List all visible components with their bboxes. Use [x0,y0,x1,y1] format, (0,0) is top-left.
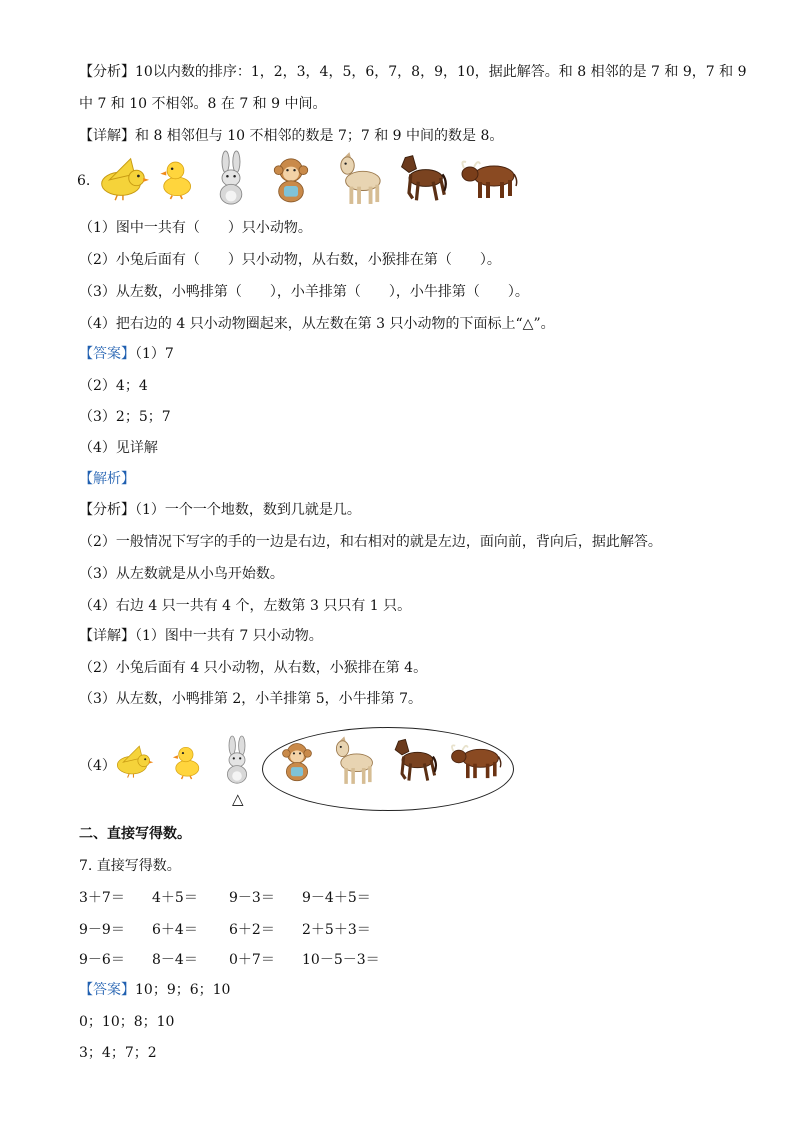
answer-text: 10；9；6；10 [135,982,231,998]
q7-answer-line-1 [79,981,230,999]
detail-tag: 【详解】 [79,628,135,644]
rabbit-icon [213,150,249,206]
expr: 6＋2＝ [229,922,275,938]
monkey-icon [269,154,313,204]
part4-label: （4） [79,758,116,774]
expr: 9－9＝ [79,922,125,938]
analysis-tag: 【分析】 [79,502,135,518]
analysis-line-2b: （2）一般情况下写字的手的一边是右边，和右相对的就是左边，面向前，背向后，据此解答。 [79,534,662,550]
answer-line-3: （3）2；5；7 [79,409,171,425]
analysis-line-1b [79,501,361,519]
question-number: 6. [77,173,91,189]
monkey-icon [278,738,316,784]
answer-line-4: （4）见详解 [79,440,158,456]
expr: 10－5－3＝ [302,952,380,968]
analysis-text: （1）一个一个地数，数到几就是几。 [135,502,361,518]
bird-icon [92,152,150,202]
detail-line: 【详解】和 8 相邻但与 10 不相邻的数是 7；7 和 9 中间的数是 8。 [79,128,504,144]
jiexi-tag: 【解析】 [79,471,135,487]
ox-icon [458,156,518,202]
expr: 6＋4＝ [152,922,198,938]
detail-line-1 [79,627,323,645]
question-line-1: （1）图中一共有（ ）只小动物。 [79,220,312,236]
goat-icon [332,734,376,788]
expr: 0＋7＝ [229,952,275,968]
q7-title: 7. 直接写得数。 [79,858,181,874]
section-heading: 二、直接写得数。 [79,826,191,842]
expr: 9－3＝ [229,890,275,906]
bird-icon [110,740,154,780]
question-line-4: （4）把右边的 4 只小动物圈起来，从左数在第 3 只小动物的下面标上“△”。 [79,316,555,332]
expr: 2＋5＋3＝ [302,922,371,938]
analysis-line-1: 【分析】10以内数的排序：1，2，3，4，5，6，7，8，9，10，据此解答。和 8 相邻的是 7 和 9，7 和 9 [79,64,747,80]
detail-text: （1）图中一共有 7 只小动物。 [135,628,323,644]
analysis-line-4b: （4）右边 4 只一共有 4 个，左数第 3 只只有 1 只。 [79,598,412,614]
expr: 4＋5＝ [152,890,198,906]
horse-icon [390,734,438,786]
analysis-line-2: 中 7 和 10 不相邻。8 在 7 和 9 中间。 [79,96,327,112]
answer-line-1 [79,345,174,363]
analysis-line-3b: （3）从左数就是从小鸟开始数。 [79,566,284,582]
duck-icon [157,152,199,204]
question-line-3: （3）从左数，小鸭排第（ ），小羊排第（ ），小牛排第（ ）。 [79,284,529,300]
answer-tag: 【答案】 [79,346,135,362]
expr: 3＋7＝ [79,890,125,906]
ox-icon [448,740,502,782]
answer-text: （1）7 [135,346,174,362]
answer-line-2: （2）4；4 [79,378,148,394]
horse-icon [396,150,448,206]
expr: 8－4＝ [152,952,198,968]
expr: 9－6＝ [79,952,125,968]
detail-line-3: （3）从左数，小鸭排第 2，小羊排第 5，小牛排第 7。 [79,691,422,707]
rabbit-icon [221,734,253,786]
question-line-2: （2）小兔后面有（ ）只小动物，从右数，小猴排在第（ ）。 [79,252,501,268]
q7-answer-line-3: 3；4；7；2 [79,1045,157,1061]
detail-line-2: （2）小兔后面有 4 只小动物，从右数，小猴排在第 4。 [79,660,428,676]
q7-answer-line-2: 0；10；8；10 [79,1014,175,1030]
expr: 9－4＋5＝ [302,890,371,906]
triangle-mark: △ [232,790,244,808]
goat-icon [336,150,384,208]
answer-tag: 【答案】 [79,982,135,998]
duck-icon [170,738,206,784]
